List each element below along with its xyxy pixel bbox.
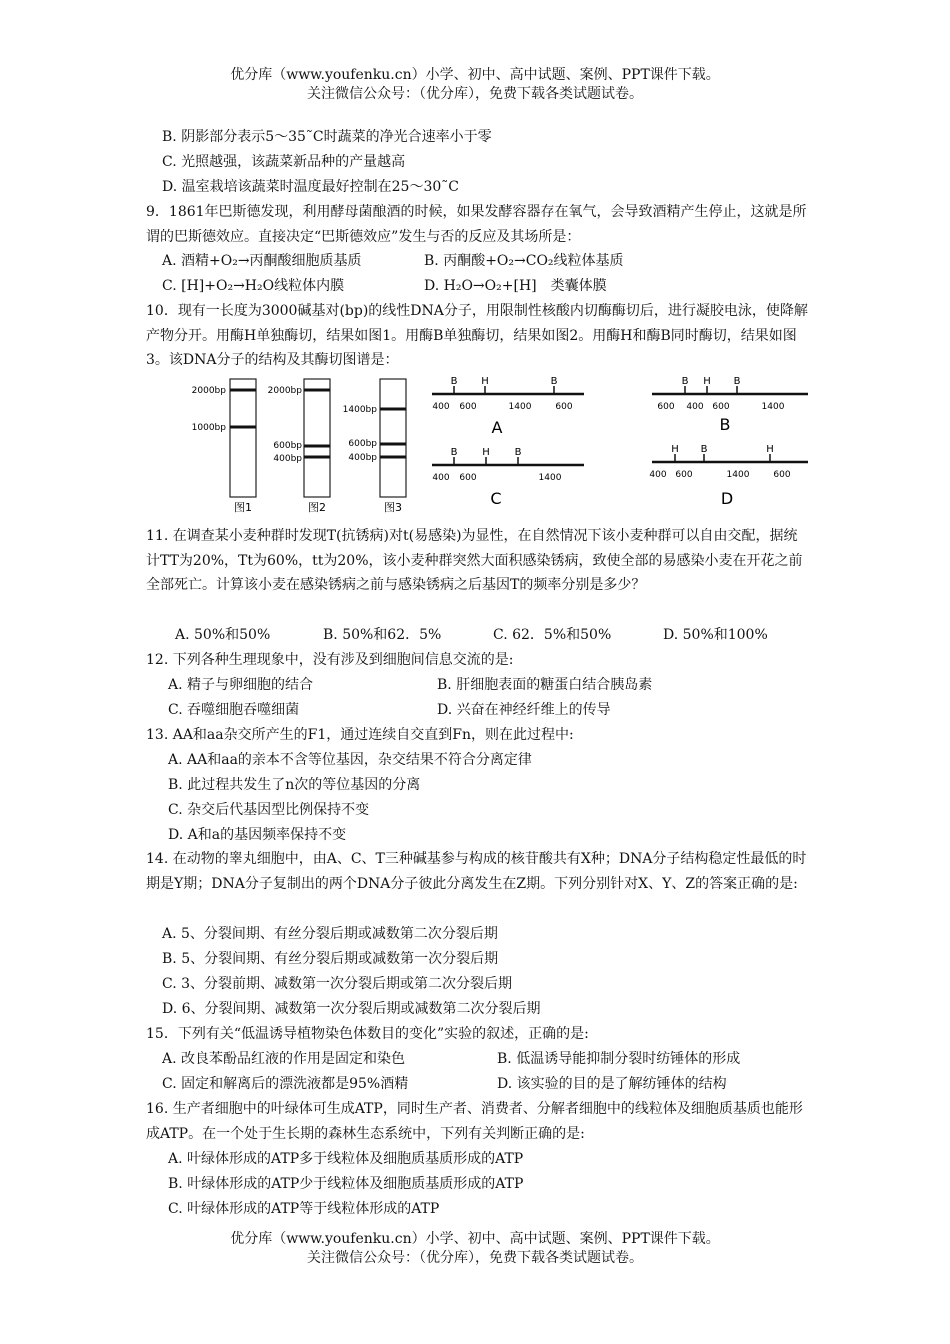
q11-option-b: B. 50%和62．5% [323,627,442,643]
q11-option-a: A. 50%和50% [175,627,271,643]
map-b-site-3: B [733,376,741,387]
q10-stem: 10．现有一长度为3000碱基对(bp)的线性DNA分子，用限制性核酸内切酶酶切后，进行凝胶电泳，使降解产物分开。用酶H单独酶切，结果如图1。用酶B单独酶切，结果如图2。用酶H和酶B同时酶切，结果如图3。该DNA分子的结构及其酶切图谱是： [146,303,808,368]
q15-stem: 15．下列有关“低温诱导植物染色体数目的变化”实验的叙述，正确的是: [146,1026,589,1042]
q13-option-d: D. A和a的基因频率保持不变 [168,827,347,843]
q8-option-d: D. 温室栽培该蔬菜时温度最好控制在25～30˜C [162,179,459,195]
map-a-seg-4: 600 [555,402,573,412]
q15-option-d: D. 该实验的目的是了解纺锤体的结构 [497,1076,727,1092]
gel-2-label: 图2 [308,501,326,514]
map-b-seg-2: 400 [686,402,704,412]
q12-option-c: C. 吞噬细胞吞噬细菌 [168,702,300,718]
q9-option-b: B. 丙酮酸+O₂→CO₂线粒体基质 [424,253,624,269]
map-a-seg-1: 400 [432,402,450,412]
q14-stem: 14. 在动物的睾丸细胞中，由A、C、T三种碱基参与构成的核苷酸共有X种；DNA分子结构稳定性最低的时期是Y期；DNA分子复制出的两个DNA分子彼此分离发生在Z期。下列分别针对X、Y、Z的答案正确的是: [146,851,807,892]
map-a-site-1: B [450,376,458,387]
map-a-site-2: H [481,376,489,387]
q12-option-a: A. 精子与卵细胞的结合 [168,677,314,693]
gel-2-band-label-600: 600bp [273,441,302,451]
gel-1 [192,379,256,514]
map-c-seg-1: 400 [432,473,450,483]
map-a-seg-2: 600 [459,402,477,412]
q14-option-c: C. 3、分裂前期、减数第一次分裂后期或第二次分裂后期 [162,976,513,992]
map-c [432,447,584,508]
footer-line-1: 优分库（www.youfenku.cn）小学、初中、高中试题、案例、PPT课件下载。 [230,1231,720,1247]
gel-2-band-label-400: 400bp [273,454,302,464]
map-d-label: D [720,489,734,508]
q8-option-b: B. 阴影部分表示5～35˜C时蔬菜的净光合速率小于零 [162,129,492,145]
map-a-site-3: B [550,376,558,387]
q12-stem: 12. 下列各种生理现象中，没有涉及到细胞间信息交流的是: [146,652,514,668]
q11-stem: 11. 在调查某小麦种群时发现T(抗锈病)对t(易感染)为显性，在自然情况下该小麦种群可以自由交配，据统计TT为20%，Tt为60%，tt为20%，该小麦种群突然大面积感染锈病，致使全部的易感染小麦在开花之前全部死亡。计算该小麦在感染锈病之前与感染锈病之后基因T的频率分别是多少？ [146,528,803,593]
q10-figure [150,373,810,525]
map-a-seg-3: 1400 [508,402,532,412]
map-c-seg-2: 600 [459,473,477,483]
gel-2-band-label-2000: 2000bp [267,386,302,396]
map-d [649,444,808,508]
gel-1-label: 图1 [234,501,252,514]
q9-option-d: D. H₂O→O₂+[H] 类囊体膜 [424,278,607,294]
gel-1-band-label-1000: 1000bp [191,423,226,433]
q14-option-a: A. 5、分裂间期、有丝分裂后期或减数第二次分裂后期 [162,926,498,942]
map-c-seg-3: 1400 [538,473,562,483]
gel-3-band-label-1400: 1400bp [342,405,377,415]
map-d-seg-4: 600 [773,470,791,480]
map-d-seg-1: 400 [649,470,667,480]
q13-stem: 13. AA和aa杂交所产生的F1，通过连续自交直到Fn，则在此过程中: [146,727,574,743]
header-line-1: 优分库（www.youfenku.cn）小学、初中、高中试题、案例、PPT课件下载。 [230,67,720,83]
q9-option-a: A. 酒精+O₂→丙酮酸细胞质基质 [162,253,362,269]
map-d-site-2: B [700,444,708,455]
gel-3 [343,379,406,514]
map-c-site-2: H [482,447,490,458]
header-line-2: 关注微信公众号：（优分库），免费下载各类试题试卷。 [307,86,643,102]
q12-option-d: D. 兴奋在神经纤维上的传导 [437,702,611,718]
map-b-site-1: B [681,376,689,387]
q14-option-d: D. 6、分裂间期、减数第一次分裂后期或减数第二次分裂后期 [162,1001,541,1017]
q15-option-c: C. 固定和解离后的漂洗液都是95%酒精 [162,1076,409,1092]
map-b [652,376,808,434]
map-b-seg-1: 600 [657,402,675,412]
map-c-label: C [490,489,502,508]
q16-option-a: A. 叶绿体形成的ATP多于线粒体及细胞质基质形成的ATP [168,1151,524,1167]
q15-option-b: B. 低温诱导能抑制分裂时纺锤体的形成 [497,1051,741,1067]
map-b-seg-3: 600 [712,402,730,412]
map-d-site-1: H [671,444,679,455]
q12-option-b: B. 肝细胞表面的糖蛋白结合胰岛素 [437,677,653,693]
map-d-seg-3: 1400 [726,470,750,480]
map-d-seg-2: 600 [675,470,693,480]
gel-2 [268,379,330,514]
q8-option-c: C. 光照越强，该蔬菜新品种的产量越高 [162,154,406,170]
q13-option-c: C. 杂交后代基因型比例保持不变 [168,802,370,818]
map-b-seg-4: 1400 [761,402,785,412]
q9-stem: 9．1861年巴斯德发现，利用酵母菌酿酒的时候，如果发酵容器存在氧气，会导致酒精产生停止，这就是所谓的巴斯德效应。直接决定“巴斯德效应”发生与否的反应及其场所是： [146,204,807,245]
map-b-label: B [719,415,731,434]
gel-1-band-label-2000: 2000bp [191,386,226,396]
footer-line-2: 关注微信公众号：（优分库），免费下载各类试题试卷。 [307,1250,643,1266]
map-d-site-3: H [766,444,774,455]
map-b-site-2: H [703,376,711,387]
q16-option-c: C. 叶绿体形成的ATP等于线粒体形成的ATP [168,1201,440,1217]
q16-stem: 16. 生产者细胞中的叶绿体可生成ATP，同时生产者、消费者、分解者细胞中的线粒体及细胞质基质也能形成ATP。在一个处于生长期的森林生态系统中，下列有关判断正确的是: [146,1101,803,1142]
q13-option-a: A. AA和aa的亲本不含等位基因，杂交结果不符合分离定律 [168,752,532,768]
gel-3-label: 图3 [384,501,402,514]
q14-option-b: B. 5、分裂间期、有丝分裂后期或减数第一次分裂后期 [162,951,499,967]
map-a [432,376,584,437]
map-c-site-1: B [450,447,458,458]
gel-3-band-label-400: 400bp [348,453,377,463]
q15-option-a: A. 改良苯酚品红液的作用是固定和染色 [162,1051,406,1067]
q13-option-b: B. 此过程共发生了n次的等位基因的分离 [168,777,421,793]
q11-option-d: D. 50%和100% [663,627,768,643]
q11-option-c: C. 62．5%和50% [493,627,612,643]
gel-3-band-label-600: 600bp [348,439,377,449]
map-c-site-3: B [514,447,522,458]
q16-option-b: B. 叶绿体形成的ATP少于线粒体及细胞质基质形成的ATP [168,1176,524,1192]
q9-option-c: C. [H]+O₂→H₂O线粒体内膜 [162,278,345,294]
map-a-label: A [491,418,503,437]
